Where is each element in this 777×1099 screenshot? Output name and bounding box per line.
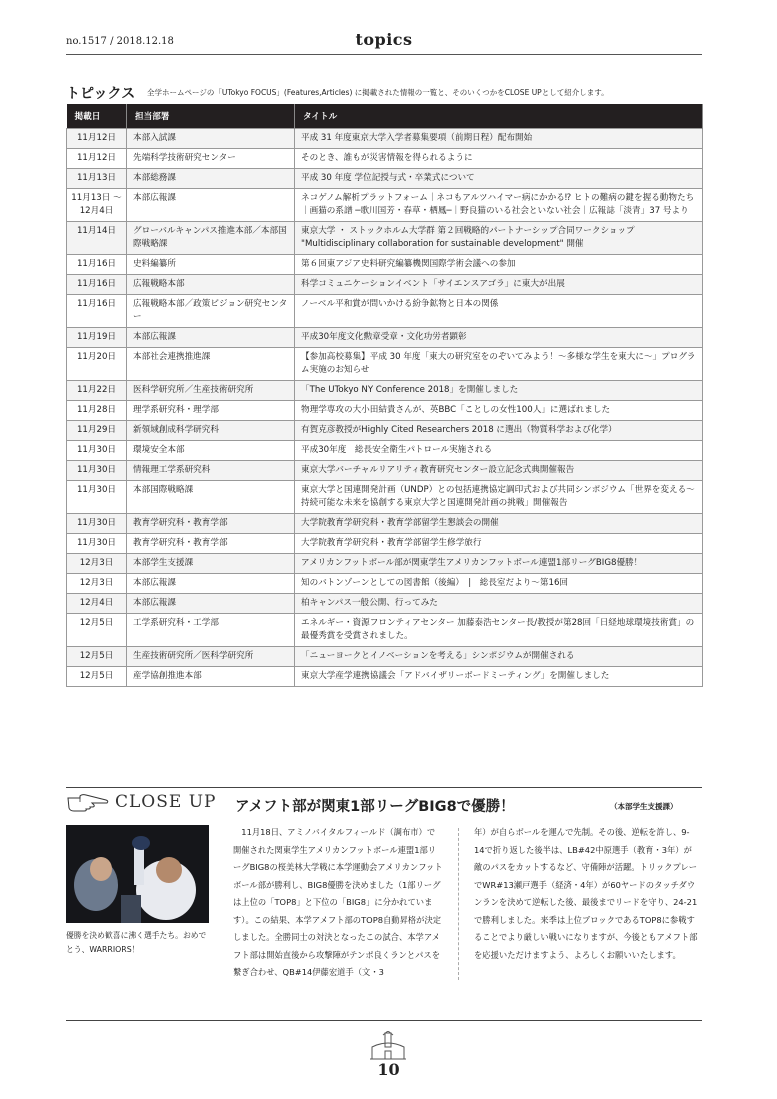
row-date: 11月29日 (67, 421, 127, 441)
row-dept: 広報戦略本部／政策ビジョン研究センター (127, 295, 295, 328)
row-dept: 本部広報課 (127, 328, 295, 348)
row-date: 11月13日 ～ 12月4日 (67, 189, 127, 222)
row-date: 12月4日 (67, 594, 127, 614)
table-row (67, 614, 703, 647)
row-title: 「ニューヨークとイノベーションを考える」シンポジウムが開催される (295, 647, 703, 667)
row-dept: 本部総務課 (127, 169, 295, 189)
row-title: 「The UTokyo NY Conference 2018」を開催しました (295, 381, 703, 401)
row-title: ノーベル平和賞が問いかける紛争鉱物と日本の関係 (295, 295, 703, 328)
row-date: 12月5日 (67, 614, 127, 647)
row-date: 11月30日 (67, 441, 127, 461)
closeup-title: アメフト部が関東1部リーグBIG8で優勝！ (235, 799, 515, 815)
table-row (67, 594, 703, 614)
row-title: 大学院教育学研究科・教育学部留学生修学旅行 (295, 534, 703, 554)
topics-heading: トピックス (66, 86, 136, 102)
row-dept: 新領域創成科学研究科 (127, 421, 295, 441)
row-date: 11月30日 (67, 461, 127, 481)
table-row (67, 421, 703, 441)
row-title: 大学院教育学研究科・教育学部留学生懇談会の開催 (295, 514, 703, 534)
table-row (67, 189, 703, 222)
table-row (67, 348, 703, 381)
row-title: 東京大学産学連携協議会「アドバイザリーボードミーティング」を開催しました (295, 667, 703, 687)
row-date: 12月5日 (67, 667, 127, 687)
row-date: 11月12日 (67, 149, 127, 169)
section-title: topics (355, 30, 413, 49)
row-dept: 生産技術研究所／医科学研究所 (127, 647, 295, 667)
table-row (67, 295, 703, 328)
row-dept: 教育学研究科・教育学部 (127, 534, 295, 554)
closeup-label: CLOSE UP (115, 792, 217, 812)
table-row (67, 401, 703, 421)
table-row (67, 149, 703, 169)
row-dept: 教育学研究科・教育学部 (127, 514, 295, 534)
row-title: 知のバトンゾーンとしての図書館（後編） | 総長室だより～第16回 (295, 574, 703, 594)
table-row (67, 222, 703, 255)
table-row (67, 275, 703, 295)
row-date: 11月13日 (67, 169, 127, 189)
row-dept: 本部学生支援課 (127, 554, 295, 574)
row-date: 11月30日 (67, 481, 127, 514)
column-header-date: 掲載日 (67, 104, 127, 129)
row-dept: 本部入試課 (127, 129, 295, 149)
table-row (67, 554, 703, 574)
closeup-body-col1: 11月18日、アミノバイタルフィールド（調布市）で開催された関東学生アメリカンフットボール連盟1部リーグBIG8の桜美林大学戦に本学運動会アメリカンフットボール部が勝利し、BIG8優勝を決めました（1部リーグは上位の「TOP8」と下位の「BIG8」に分かれています）。この結果、本学アメフト部のTOP8自動昇格が決定しました。全勝同士の対決となったこの試合、本学アメフト部は開始直後から攻撃陣がテンポ良くランとパスを繋ぎ合わせ、QB#14伊藤宏道手（文・3 (233, 827, 443, 977)
column-header-dept: 担当部署 (127, 104, 295, 129)
table-row (67, 461, 703, 481)
table-row (67, 328, 703, 348)
row-title: そのとき、誰もが災害情報を得られるように (295, 149, 703, 169)
row-title: 第６回東アジア史料研究編纂機関国際学術会議への参加 (295, 255, 703, 275)
table-row (67, 255, 703, 275)
row-title: 東京大学と国連開発計画（UNDP）との包括連携協定調印式および共同シンポジウム「世界を変える～持続可能な未来を協創する東京大学と国連開発計画の挑戦」開催報告 (295, 481, 703, 514)
page-header (66, 30, 702, 55)
row-dept: グローバルキャンパス推進本部／本部国際戦略課 (127, 222, 295, 255)
row-dept: 産学協創推進本部 (127, 667, 295, 687)
row-dept: 本部広報課 (127, 574, 295, 594)
row-date: 12月5日 (67, 647, 127, 667)
row-dept: 医科学研究所／生産技術研究所 (127, 381, 295, 401)
row-title: 平成30年度文化勲章受章・文化功労者顕彰 (295, 328, 703, 348)
row-title: エネルギー・資源フロンティアセンター 加藤泰浩センター長/教授が第28回「日経地球環境技術賞」の最優秀賞を受賞されました。 (295, 614, 703, 647)
row-date: 11月14日 (67, 222, 127, 255)
table-row (67, 381, 703, 401)
row-date: 11月16日 (67, 255, 127, 275)
closeup-body-col2: 年）が自らボールを運んで先制。その後、逆転を許し、9-14で折り返した後半は、LB#42中原選手（教育・3年）が敵のパスをカットするなど、守備陣が活躍。トリックプレーでWR#13瀬戸選手（経済・4年）が60ヤードのタッチダウンランを決めて逆転した後、最後までリードを守り、24-21で勝利しました。来季は上位ブロックであるTOP8に参戦することでより厳しい戦いになりますが、今後ともアメフト部を応援いただけますよう、よろしくお願いいたします。 (474, 827, 698, 960)
row-date: 12月3日 (67, 574, 127, 594)
row-dept: 本部広報課 (127, 189, 295, 222)
row-dept: 理学系研究科・理学部 (127, 401, 295, 421)
row-dept: 工学系研究科・工学部 (127, 614, 295, 647)
table-row (67, 534, 703, 554)
closeup-dept: （本部学生支援課） (610, 802, 678, 811)
topics-description: 全学ホームページの「UTokyo FOCUS」(Features,Articles) に掲載された情報の一覧と、そのいくつかをCLOSE UPとして紹介します。 (147, 88, 609, 97)
row-title: 柏キャンパス一般公開、行ってみた (295, 594, 703, 614)
row-dept: 本部広報課 (127, 594, 295, 614)
row-title: 科学コミュニケーションイベント「サイエンスアゴラ」に東大が出展 (295, 275, 703, 295)
row-dept: 広報戦略本部 (127, 275, 295, 295)
row-dept: 史料編纂所 (127, 255, 295, 275)
table-row (67, 574, 703, 594)
row-date: 11月16日 (67, 295, 127, 328)
row-title: 物理学専攻の大小田結貴さんが、英BBC「ことしの女性100人」に選ばれました (295, 401, 703, 421)
row-date: 11月22日 (67, 381, 127, 401)
pointing-hand-icon (66, 792, 110, 814)
row-title: 【参加高校募集】平成 30 年度「東大の研究室をのぞいてみよう！～多様な学生を東大に～」プログラム実施のお知らせ (295, 348, 703, 381)
row-title: 東京大学バーチャルリアリティ教育研究センター設立記念式典開催報告 (295, 461, 703, 481)
row-dept: 先端科学技術研究センター (127, 149, 295, 169)
row-title: アメリカンフットボール部が関東学生アメリカンフットボール連盟1部リーグBIG8優勝！ (295, 554, 703, 574)
table-row (67, 441, 703, 461)
yasuda-auditorium-icon (368, 1031, 408, 1061)
row-title: 平成30年度 総長安全衛生パトロール実施される (295, 441, 703, 461)
closeup-top-rule (66, 787, 702, 788)
row-title: ネコゲノム解析プラットフォーム｜ネコもアルツハイマー病にかかる⁉ ヒトの難病の鍵を握る動物たち｜画猫の系譜 ─歌川国芳・春草・栖鳳─｜野良猫のいる社会といない社会｜広報誌「淡青」37 号より (295, 189, 703, 222)
row-title: 東京大学 ・ ストックホルム大学群 第２回戦略的パートナーシップ合同ワークショップ "Multidisciplinary collaboration for sustainable development" 開催 (295, 222, 703, 255)
row-date: 11月12日 (67, 129, 127, 149)
page-number: 10 (377, 1060, 400, 1079)
issue-info: no.1517 / 2018.12.18 (66, 36, 174, 47)
row-dept: 環境安全本部 (127, 441, 295, 461)
table-row (67, 667, 703, 687)
row-title: 平成 30 年度 学位記授与式・卒業式について (295, 169, 703, 189)
topics-table (66, 104, 703, 687)
row-date: 11月19日 (67, 328, 127, 348)
table-row (67, 169, 703, 189)
table-row (67, 481, 703, 514)
row-date: 12月3日 (67, 554, 127, 574)
row-date: 11月30日 (67, 534, 127, 554)
row-title: 平成 31 年度東京大学入学者募集要項（前期日程）配布開始 (295, 129, 703, 149)
table-row (67, 514, 703, 534)
table-row (67, 647, 703, 667)
table-row (67, 129, 703, 149)
column-header-title: タイトル (295, 104, 703, 129)
row-date: 11月28日 (67, 401, 127, 421)
row-dept: 本部国際戦略課 (127, 481, 295, 514)
row-title: 有賀克彦教授がHighly Cited Researchers 2018 に選出（物質科学および化学） (295, 421, 703, 441)
row-date: 11月20日 (67, 348, 127, 381)
row-date: 11月30日 (67, 514, 127, 534)
table-header-row (67, 104, 703, 129)
column-divider (458, 828, 459, 980)
team-photo (66, 825, 209, 923)
photo-caption: 優勝を決め歓喜に沸く選手たち。おめでとう、WARRIORS！ (66, 931, 207, 954)
row-dept: 本部社会連携推進課 (127, 348, 295, 381)
row-dept: 情報理工学系研究科 (127, 461, 295, 481)
row-date: 11月16日 (67, 275, 127, 295)
footer-rule (66, 1020, 702, 1021)
